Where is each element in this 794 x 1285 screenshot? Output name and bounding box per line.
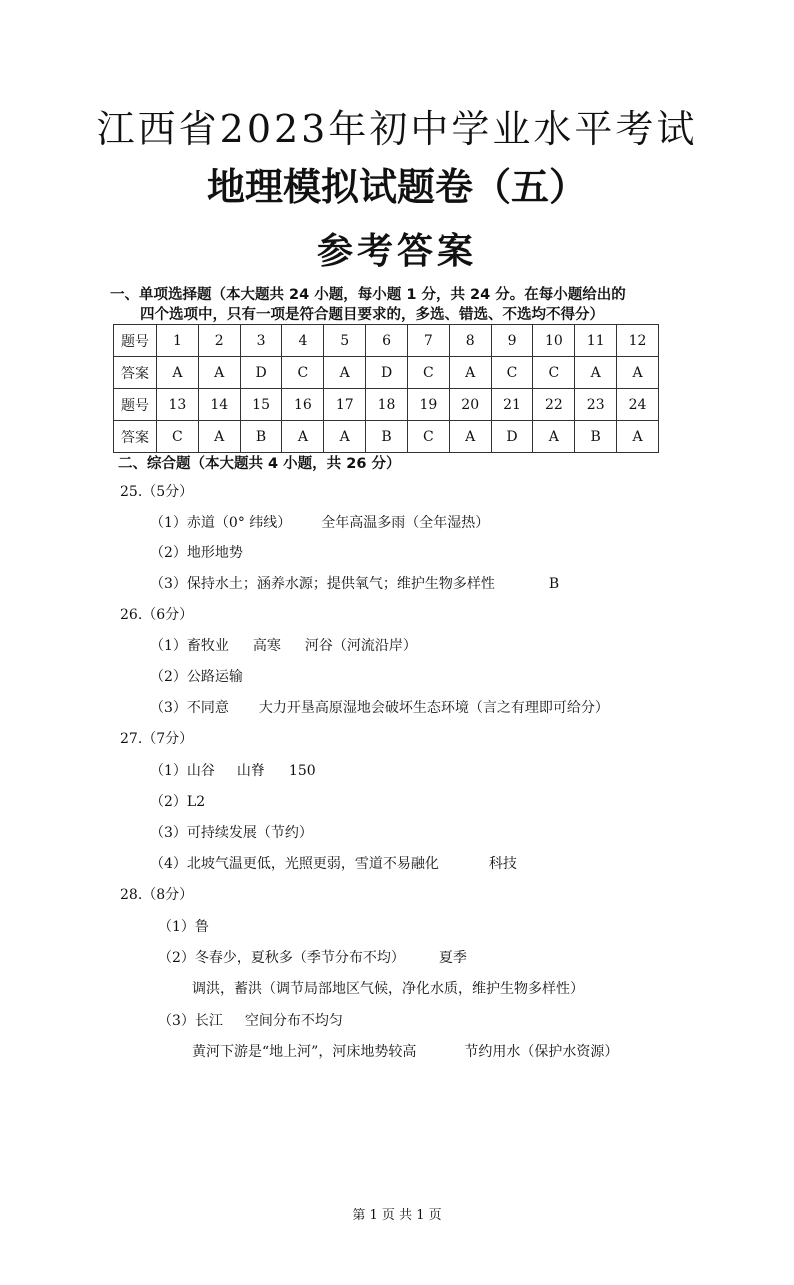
q28-title: 28.（8分） xyxy=(120,887,194,903)
answer-table-row xyxy=(114,357,659,389)
answer-table-cell: 5 xyxy=(324,325,366,357)
answer-table-cell: D xyxy=(240,357,282,389)
section1-heading xyxy=(110,285,690,325)
q27-a4: （4）北坡气温更低，光照更弱，雪道不易融化 xyxy=(150,856,439,872)
answer-table-cell: 9 xyxy=(491,325,533,357)
answer-table-cell: 22 xyxy=(533,389,575,421)
q26-a1: （1）畜牧业 xyxy=(150,638,229,654)
answer-table-cell: A xyxy=(198,421,240,453)
answer-table-cell: 24 xyxy=(617,389,659,421)
answer-table-cell: 23 xyxy=(575,389,617,421)
q28-answer-2 xyxy=(158,948,467,968)
section1-heading-line1: 一、单项选择题（本大题共 24 小题，每小题 1 分，共 24 分。在每小题给出的 xyxy=(110,287,626,303)
q27-a1: （1）山谷 xyxy=(150,763,215,779)
q25-answer-2: （2）地形地势 xyxy=(150,545,243,561)
answer-table-cell: 13 xyxy=(157,389,199,421)
answer-table-cell: C xyxy=(533,357,575,389)
answer-table-cell: C xyxy=(491,357,533,389)
q28-a3b: 空间分布不均匀 xyxy=(244,1013,343,1029)
answer-table-cell: 14 xyxy=(198,389,240,421)
q28-answer-2-continued: 调洪，蓄洪（调节局部地区气候，净化水质，维护生物多样性） xyxy=(192,981,584,997)
answer-table-cell: 4 xyxy=(282,325,324,357)
answer-key-title: 参考答案 xyxy=(316,230,477,272)
answer-table-cell: C xyxy=(157,421,199,453)
q28-a2b: 夏季 xyxy=(438,950,467,966)
answer-table-cell: 3 xyxy=(240,325,282,357)
answer-table-cell: 7 xyxy=(407,325,449,357)
q28-answer-1: （1）鲁 xyxy=(158,919,209,935)
answer-table-cell: 8 xyxy=(449,325,491,357)
answer-table-cell: A xyxy=(282,421,324,453)
answer-table-cell: 16 xyxy=(282,389,324,421)
answer-table-row-label: 题号 xyxy=(114,389,157,421)
answer-table-cell: 15 xyxy=(240,389,282,421)
answer-table-row xyxy=(114,389,659,421)
q28-answer-3 xyxy=(158,1011,343,1031)
answer-table-cell: B xyxy=(575,421,617,453)
answer-table-cell: 1 xyxy=(157,325,199,357)
answer-table-cell: D xyxy=(366,357,408,389)
q26-answer-1 xyxy=(150,636,417,656)
page-footer: 第 1 页 共 1 页 xyxy=(352,1208,442,1223)
answer-table-row xyxy=(114,421,659,453)
section2-heading: 二、综合题（本大题共 4 小题，共 26 分） xyxy=(118,456,401,472)
answer-table-cell: 11 xyxy=(575,325,617,357)
q28-a3: （3）长江 xyxy=(158,1013,223,1029)
q26-a3: （3）不同意 xyxy=(150,700,229,716)
answer-table-cell: 19 xyxy=(407,389,449,421)
answer-table-cell: C xyxy=(282,357,324,389)
answer-table-cell: A xyxy=(533,421,575,453)
answer-table-cell: 2 xyxy=(198,325,240,357)
answer-table-cell: B xyxy=(240,421,282,453)
answer-table xyxy=(113,324,659,453)
q25-a3b: B xyxy=(548,576,560,592)
answer-table-cell: A xyxy=(157,357,199,389)
answer-table-cell: 20 xyxy=(449,389,491,421)
q27-answer-4 xyxy=(150,854,517,874)
q25-a3: （3）保持水土；涵养水源；提供氧气；维护生物多样性 xyxy=(150,576,495,592)
answer-table-cell: A xyxy=(324,357,366,389)
answer-table-cell: D xyxy=(491,421,533,453)
answer-table-cell: B xyxy=(366,421,408,453)
q27-a1b: 山脊 xyxy=(236,763,265,779)
answer-table-row xyxy=(114,325,659,357)
q27-title: 27.（7分） xyxy=(120,731,194,747)
q26-a1b: 高寒 xyxy=(252,638,281,654)
answer-table-cell: 10 xyxy=(533,325,575,357)
q27-answer-3: （3）可持续发展（节约） xyxy=(150,825,313,841)
q25-answer-3 xyxy=(150,574,559,594)
answer-table-cell: A xyxy=(617,421,659,453)
q27-a1c: 150 xyxy=(288,763,316,779)
q28-a3c: 黄河下游是“地上河”，河床地势较高 xyxy=(192,1044,417,1060)
answer-table-cell: A xyxy=(617,357,659,389)
q28-answer-3-continued xyxy=(192,1042,618,1062)
q27-answer-1 xyxy=(150,761,316,781)
q26-a1c: 河谷（河流沿岸） xyxy=(304,638,417,654)
q26-a3b: 大力开垦高原湿地会破坏生态环境（言之有理即可给分） xyxy=(258,700,609,716)
answer-table-cell: A xyxy=(324,421,366,453)
answer-table-cell: 18 xyxy=(366,389,408,421)
q27-answer-2: （2）L2 xyxy=(150,794,206,810)
q26-answer-2: （2）公路运输 xyxy=(150,669,243,685)
q25-title: 25.（5分） xyxy=(120,484,194,500)
q27-a4b: 科技 xyxy=(488,856,517,872)
q25-answer-1 xyxy=(150,513,489,533)
answer-table-cell: A xyxy=(449,421,491,453)
answer-table-row-label: 题号 xyxy=(114,325,157,357)
answer-table-cell: A xyxy=(198,357,240,389)
q25-a1: （1）赤道（0° 纬线） xyxy=(150,515,292,531)
answer-table-cell: C xyxy=(407,357,449,389)
q28-a3d: 节约用水（保护水资源） xyxy=(464,1044,619,1060)
exam-subtitle: 地理模拟试题卷（五） xyxy=(206,165,587,209)
answer-table-cell: 17 xyxy=(324,389,366,421)
answer-table-cell: 21 xyxy=(491,389,533,421)
answer-table-cell: 6 xyxy=(366,325,408,357)
exam-title: 江西省2023年初中学业水平考试 xyxy=(96,107,698,151)
answer-table-cell: C xyxy=(407,421,449,453)
answer-table-row-label: 答案 xyxy=(114,421,157,453)
answer-table-row-label: 答案 xyxy=(114,357,157,389)
q25-a1b: 全年高温多雨（全年湿热） xyxy=(321,515,490,531)
q28-a2: （2）冬春少，夏秋多（季节分布不均） xyxy=(158,950,405,966)
q26-answer-3 xyxy=(150,698,609,718)
q26-title: 26.（6分） xyxy=(120,607,194,623)
answer-table-cell: 12 xyxy=(617,325,659,357)
section1-heading-line2: 四个选项中，只有一项是符合题目要求的，多选、错选、不选均不得分） xyxy=(140,307,604,323)
answer-table-cell: A xyxy=(449,357,491,389)
answer-table-cell: A xyxy=(575,357,617,389)
